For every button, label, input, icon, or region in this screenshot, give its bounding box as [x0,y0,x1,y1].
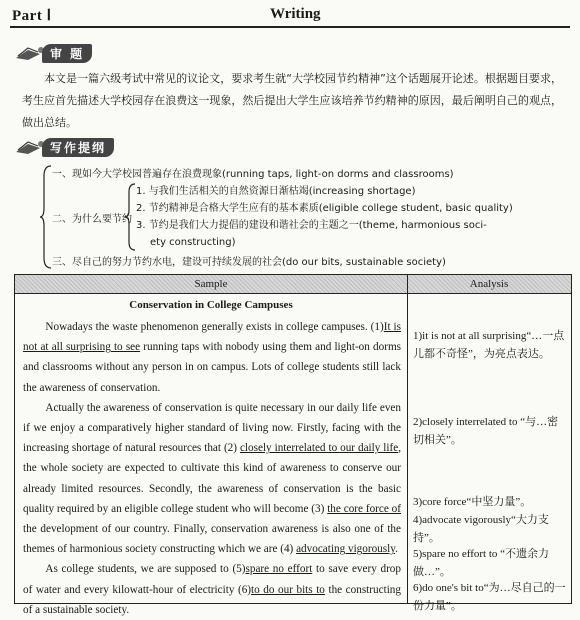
analysis-note-4: 4)advocate vigorously“大力支持”。 [413,514,549,544]
part-label: Part Ⅰ [12,8,52,24]
essay-title: Conservation in College Campuses [129,299,293,311]
section-title: Writing [270,6,321,22]
outline-sub-3: 3. 节约是我们大力提倡的建设和谐社会的主题之一(theme, harmonious soci- [136,220,487,231]
outline-sub-2: 2. 节约精神是合格大学生应有的基本素质(eligible college student, basic quality) [136,203,513,214]
outline-tag [14,138,114,156]
essay-paragraph-2: Actually the awareness of conservation is quite necessary in our daily life even if we enjoy a comparatively higher standard of living now. Firstly, facing with the increasing shortage of natural resources that (2) closely interrelated to our daily life, the whole society are expected to cultivate this kind of awareness to conserve our already limited resources. Secondly, the awareness of conservation is the basic quality required by an eligible college student who will become (3) the core force of the development of our country. Finally, conservation awareness is also one of the themes of harmonious society constructing which we are (4) advocating vigorously. [23,401,401,556]
analysis-note-5: 5)spare no effort to “不遗余力做…”。 [413,548,550,578]
essay-body [23,317,401,620]
outline-item-3: 三、尽自己的努力节约水电，建设可持续发展的社会(do our bits, sustainable society) [52,257,446,268]
outline-sub-1: 1. 与我们生活相关的自然资源日渐枯竭(increasing shortage) [136,186,416,197]
sample-column-header: Sample [194,278,228,290]
outline-tag-label: 写作提纲 [42,138,114,157]
column-divider [407,275,408,603]
analysis-note-3: 3)core force“中坚力量”。 [413,496,532,508]
analysis-column-header: Analysis [469,278,509,290]
sample-analysis-table [14,274,572,616]
intro-paragraph: 本文是一篇六级考试中常见的议论文，要求考生就“大学校园节约精神”这个话题展开论述。根据题目要求，考生应首先描述大学校园存在浪费这一现象，然后提出大学生应该培养节约精神的原因，最后阐明自己的观点，做出总结。 [22,72,562,129]
essay-paragraph-3: As college students, we are supposed to (5)spare no effort to save every drop of water and every kilowatt-hour of electricity (6)to do our bits to the constructing of a sustainable society. [23,563,401,616]
analysis-note-6: 6)do one's bit to“为…尽自己的一份力量”。 [413,582,566,612]
analysis-note-2: 2)closely interrelated to “与…密切相关”。 [413,416,559,446]
outline-item-1: 一、现如今大学校园普遍存在浪费现象(running taps, light-on dorms and classrooms) [52,169,454,180]
outline-brace [40,164,52,270]
outline-sub-3-cont: ety constructing) [150,237,236,248]
outline-item-2: 二、为什么要节约 [52,214,132,225]
review-tag [14,44,92,62]
analysis-note-1: 1)it is not at all surprising“…一点儿都不奇怪”，为亮点表达。 [413,330,565,360]
review-tag-label: 审 题 [42,44,92,63]
header-rule [10,26,570,28]
essay-paragraph-1: Nowadays the waste phenomenon generally exists in college campuses. (1)It is not at all surprising to see running taps with nobody using them and light-on dorms and classrooms without any person in on campus. Lots of college students still lack the awareness of conservation. [23,321,402,394]
